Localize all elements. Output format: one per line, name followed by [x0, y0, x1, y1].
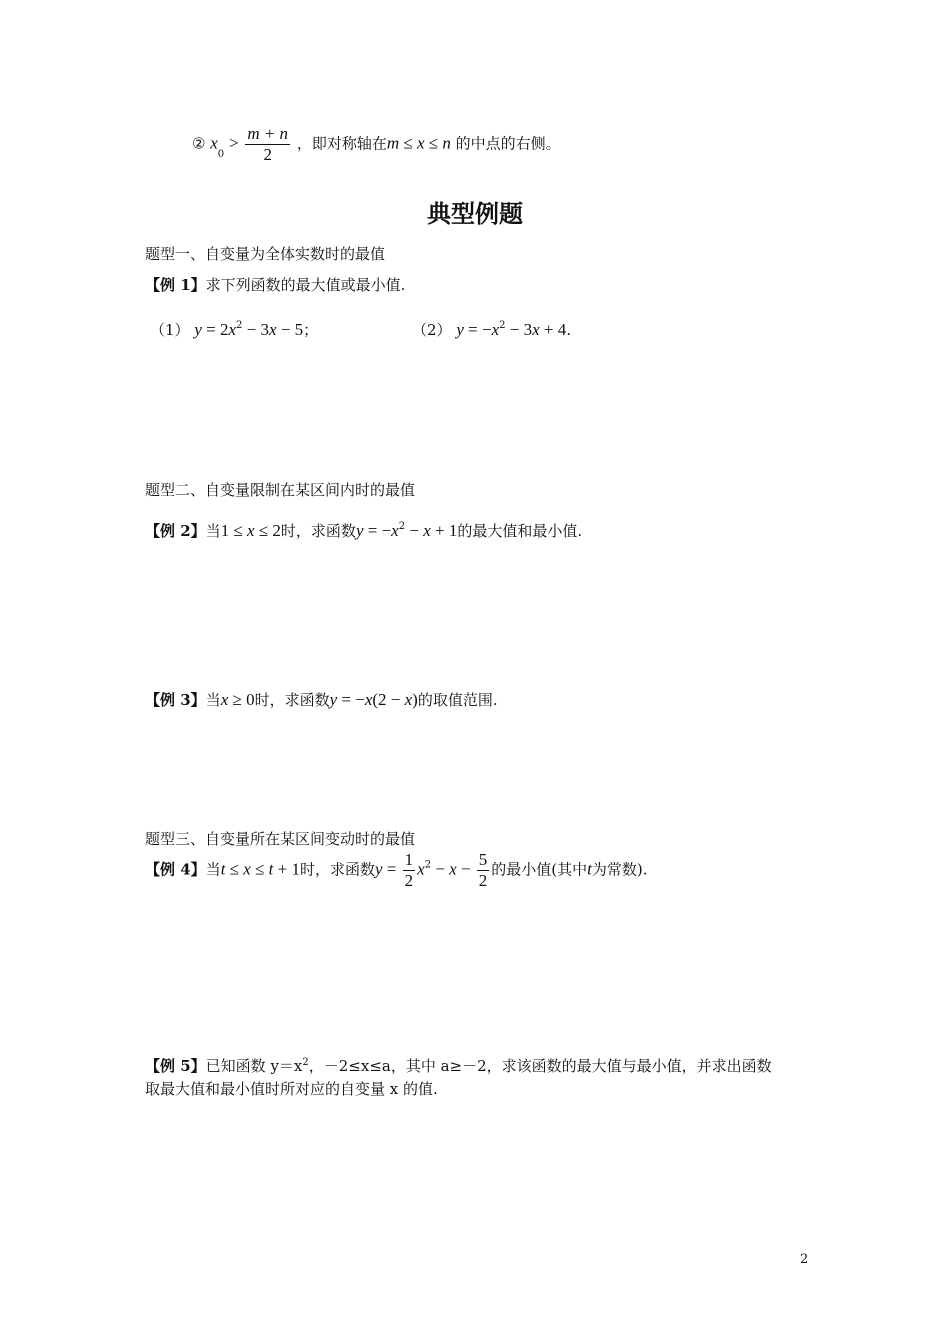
le-sign: ≤	[399, 133, 417, 153]
equals-sign: =	[382, 859, 401, 879]
math-term: − 3	[505, 320, 533, 339]
x-symbol: x	[220, 690, 229, 709]
type1-title: 题型一、自变量为全体实数时的最值	[145, 245, 386, 263]
text: 已知函数 y＝x	[205, 1057, 303, 1075]
type2-title: 题型二、自变量限制在某区间内时的最值	[145, 481, 416, 499]
example-1-text: 求下列函数的最大值或最小值.	[205, 276, 406, 294]
x-symbol: x	[243, 859, 251, 879]
x0-subscript: 0	[217, 148, 225, 160]
example-1-part-2	[412, 316, 571, 340]
math-term: ≥ 0	[228, 690, 255, 709]
t-symbol: t	[587, 859, 592, 879]
example-5-label: 【例 5】	[145, 1057, 206, 1075]
example-2	[145, 517, 582, 541]
math-term: = −	[363, 521, 392, 540]
intro-tail: 的中点的右侧。	[455, 134, 561, 153]
math-term: )	[412, 690, 418, 709]
minus-sign: −	[456, 859, 475, 879]
x0-symbol: x	[210, 133, 218, 153]
text: ，－2≤x≤a，其中 a≥－2，求该函数的最大值与最小值，并求出函数	[308, 1057, 772, 1075]
x-symbol: x	[364, 690, 373, 709]
math-term: ≤ 2	[254, 521, 281, 540]
y-symbol: y	[355, 521, 364, 540]
exponent: 2	[398, 521, 406, 532]
text: 当	[205, 522, 221, 540]
y-symbol: y	[194, 320, 202, 339]
fraction-denominator: 2	[478, 871, 488, 890]
example-5-line-2: 取最大值和最小值时所对应的自变量 x 的值.	[145, 1080, 438, 1098]
y-symbol: y	[329, 690, 338, 709]
part-label: （2）	[412, 321, 452, 339]
punctuation: ；	[303, 321, 319, 339]
x-symbol: x	[417, 859, 425, 879]
punctuation: .	[566, 321, 571, 339]
le-sign: ≤	[424, 133, 443, 153]
example-1-label: 【例 1】	[145, 276, 206, 294]
example-4-label: 【例 4】	[145, 860, 206, 879]
math-term: 1 ≤	[220, 521, 248, 540]
math-term: −	[405, 521, 424, 540]
math-term: + 4	[539, 320, 567, 339]
t-symbol: t	[220, 859, 226, 879]
le-sign: ≤	[225, 859, 244, 879]
x-symbol: x	[228, 320, 237, 339]
exponent: 2	[499, 320, 506, 331]
example-4	[145, 850, 648, 891]
text: 时，求函数	[280, 522, 356, 540]
y-symbol: y	[456, 320, 464, 339]
text: 时，求函数	[254, 691, 330, 709]
math-term: = −	[463, 320, 492, 339]
t-symbol: t	[268, 859, 274, 879]
page-number: 2	[800, 1252, 809, 1267]
text: 的最小值(其中	[491, 860, 588, 879]
math-term: (2 −	[372, 690, 405, 709]
intro-fraction-denominator: 2	[263, 145, 272, 164]
y-symbol: y	[375, 859, 383, 879]
greater-sign: >	[228, 133, 239, 153]
intro-text: ，即对称轴在	[296, 134, 387, 153]
exponent: 2	[236, 320, 243, 331]
math-term: = −	[337, 690, 365, 709]
x-symbol: x	[404, 690, 413, 709]
example-3-label: 【例 3】	[145, 691, 206, 709]
x-symbol: x	[391, 521, 399, 540]
example-2-label: 【例 2】	[145, 522, 206, 540]
text: 当	[205, 860, 221, 879]
exponent: 2	[424, 859, 432, 871]
intro-fraction	[245, 124, 290, 165]
fraction-numerator: 1	[404, 850, 414, 869]
example-1	[145, 275, 405, 295]
text: 为常数).	[591, 860, 648, 879]
le-sign: ≤	[250, 859, 269, 879]
fraction-numerator: 5	[478, 850, 488, 869]
n-symbol: n	[442, 133, 451, 153]
example-5-line-1	[145, 1053, 772, 1076]
x-symbol: x	[247, 521, 255, 540]
math-term: − 3	[242, 320, 269, 339]
fraction-five-halves	[477, 850, 490, 891]
math-term: = 2	[201, 320, 229, 339]
text: 的最大值和最小值.	[457, 522, 583, 540]
x-symbol: x	[416, 133, 425, 153]
math-term: + 1	[430, 521, 458, 540]
math-term: + 1	[273, 859, 300, 879]
intro-fraction-numerator: m + n	[247, 124, 289, 143]
intro-condition	[192, 124, 561, 165]
example-3	[145, 690, 498, 710]
math-term: − 5	[276, 320, 304, 339]
circle-number: ②	[192, 134, 206, 153]
part-label: （1）	[150, 321, 190, 339]
type3-title: 题型三、自变量所在某区间变动时的最值	[145, 830, 416, 848]
x-symbol: x	[423, 521, 431, 540]
minus-sign: −	[431, 859, 450, 879]
text: 时，求函数	[299, 860, 375, 879]
x-symbol: x	[268, 320, 277, 339]
m-symbol: m	[386, 133, 400, 153]
text: 的取值范围.	[417, 691, 498, 709]
x-symbol: x	[491, 320, 500, 339]
fraction-denominator: 2	[404, 871, 414, 890]
text: 当	[205, 691, 221, 709]
x-symbol: x	[532, 320, 540, 339]
fraction-one-half	[403, 850, 416, 891]
exponent: 2	[302, 1057, 309, 1068]
section-heading: 典型例题	[427, 200, 523, 228]
example-1-part-1	[150, 316, 318, 340]
x-symbol: x	[449, 859, 457, 879]
